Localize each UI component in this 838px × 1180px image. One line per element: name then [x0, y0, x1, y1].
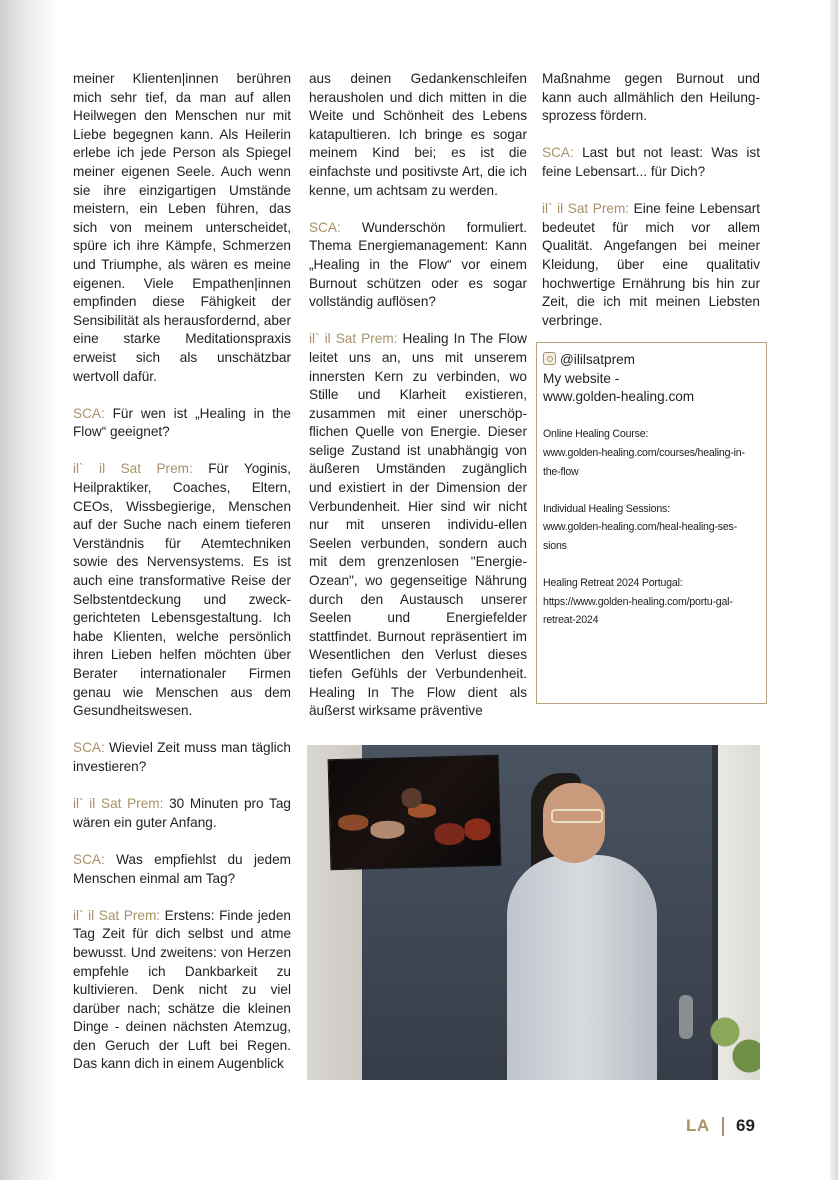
- question: SCA: Last but not least: Was ist feine Lebensart... für Dich?: [542, 145, 760, 179]
- speaker-label: SCA:: [542, 145, 574, 161]
- instagram-handle[interactable]: @ililsatprem: [543, 351, 760, 370]
- page-binding-shadow: [0, 0, 60, 1180]
- plant-leaves: [707, 1000, 760, 1080]
- speaker-label: il` il Sat Prem:: [542, 201, 630, 217]
- speaker-label: il` il Sat Prem:: [309, 331, 398, 347]
- sessions-label: Individual Healing Sessions:: [543, 502, 670, 515]
- sessions-link[interactable]: www.golden-healing.com/heal-healing-ses-sions: [543, 521, 737, 552]
- text-column-2: [309, 70, 527, 739]
- answer: il` il Sat Prem: Für Yoginis, Heilpraktiker, Coaches, Eltern, CEOs, Wissbegierige, Menschen auf der Suche nach einem tieferen Verständnis für Atemtechniken sowie des Nervensystems. Es ist auch eine transformative Reise der Selbstentdeckung und zweck-gerichteten Lebensgestaltung. Ich habe Klienten, welche persönlich ihren Lieben helfen möchten über Berater internationaler Firmen genau wie Menschen aus dem Gesundheitswesen.: [73, 461, 291, 719]
- speaker-label: SCA:: [309, 219, 341, 235]
- speaker-label: SCA:: [73, 740, 105, 756]
- speaker-label: il` il Sat Prem:: [73, 461, 193, 477]
- drums-photo: [328, 755, 502, 870]
- door-handle: [679, 995, 693, 1039]
- answer: il` il Sat Prem: Healing In The Flow leitet uns an, uns mit unserem innersten Kern zu verbinden, wo Stille und Klarheit existieren, zusammen mit einer unerschöp-flichen Quelle von Energie. Dieser selige Zustand ist unabhängig von äußeren Umständen zugänglich und existiert in der Dimension der Verbundenheit. Hier sind wir nicht nur mit unseren individu-ellen Seelen verbunden, sondern auch mit dem grenzenlosen "Energie-Ozean", wo gegenseitige Nährung durch den Austausch unserer Seelen und Energiefelder stattfindet. Burnout repräsentiert im Wesentlichen den Verlust dieses tiefen Gefühls der Verbundenheit. Healing In The Flow dient als äußerst wirksame präventive: [309, 331, 527, 719]
- course-label: Online Healing Course:: [543, 428, 649, 441]
- retreat-link[interactable]: https://www.golden-healing.com/portu-gal-retreat-2024: [543, 595, 733, 627]
- speaker-label: il` il Sat Prem:: [73, 907, 161, 923]
- instagram-icon: [543, 352, 556, 365]
- answer: il` il Sat Prem: 30 Minuten pro Tag wären ein guter Anfang.: [73, 796, 291, 830]
- question: SCA: Wunderschön formuliert. Thema Energiemanagement: Kann „Healing in the Flow“ vor einem Burnout schützen oder es sogar vollständig auflösen?: [309, 219, 527, 310]
- person-figure: [507, 855, 657, 1080]
- question: SCA: Was empfiehlst du jedem Menschen einmal am Tag?: [73, 851, 291, 886]
- text-column-1: [73, 70, 291, 1093]
- footer-divider: [722, 1117, 724, 1136]
- retreat-label: Healing Retreat 2024 Portugal:: [543, 577, 683, 590]
- speaker-label: SCA:: [73, 405, 105, 421]
- website-label: My website -: [543, 370, 620, 386]
- answer: il` il Sat Prem: Eine feine Lebensart bedeutet für mich vor allem Qualität. Angefangen bei meiner Kleidung, über eine qualitativ hochwertige Ernährung bis hin zur Zeit, die ich mit meinen Liebsten verbringe.: [542, 201, 760, 328]
- page-number: 69: [736, 1116, 755, 1135]
- website-link[interactable]: www.golden-healing.com: [543, 389, 695, 405]
- question: SCA: Für wen ist „Healing in the Flow“ geeignet?: [73, 405, 291, 440]
- course-link[interactable]: www.golden-healing.com/courses/healing-in-the-flow: [543, 446, 745, 478]
- speaker-label: il` il Sat Prem:: [73, 796, 164, 812]
- contact-info-box: [536, 342, 767, 704]
- paragraph: Maßnahme gegen Burnout und kann auch allmählich den Heilung-sprozess fördern.: [542, 71, 760, 124]
- paragraph: meiner Klienten|innen berühren mich sehr tief, da man auf allen Heilwegen den Menschen nur mit Liebe begegnen kann. Als Heilerin erlebe ich jede Person als Spiegel meiner eigenen Seele. Auch wenn sie ihre einzigartigen Umstände meistern, ein Leben führen, das sich von meinem unterscheidet, spüre ich ihre Kämpfe, Schmerzen und Triumphe, als wären es meine eigenen. Viele Empathen|innen empfinden diese Fähigkeit der Sensibilität als herausfordernd, aber eine starke Meditationspraxis erweist sich als unschätzbar wertvoll dafür.: [73, 71, 291, 384]
- page-edge: [830, 0, 838, 1180]
- magazine-logo: LA: [686, 1116, 710, 1135]
- question: SCA: Wieviel Zeit muss man täglich investieren?: [73, 740, 291, 774]
- speaker-label: SCA:: [73, 851, 105, 867]
- text-column-3: [542, 70, 760, 349]
- paragraph: aus deinen Gedankenschleifen herausholen und dich mitten in die Weite und Schönheit des Lebens katapultieren. Ich bringe es sogar meinem Kind bei; es ist die einfachste und positivste Art, die ich kenne, um achtsam zu werden.: [309, 71, 527, 198]
- answer: il` il Sat Prem: Erstens: Finde jeden Tag Zeit für dich selbst und atme bewusst. Und zweitens: von Herzen empfehle ich Dankbarkeit zu kultivieren. Denk nicht zu viel darüber nach; schätze die kleinen Dinge - deinen nächsten Atemzug, den Geruch der Luft bei Regen. Das kann dich in einem Augenblick: [73, 907, 291, 1072]
